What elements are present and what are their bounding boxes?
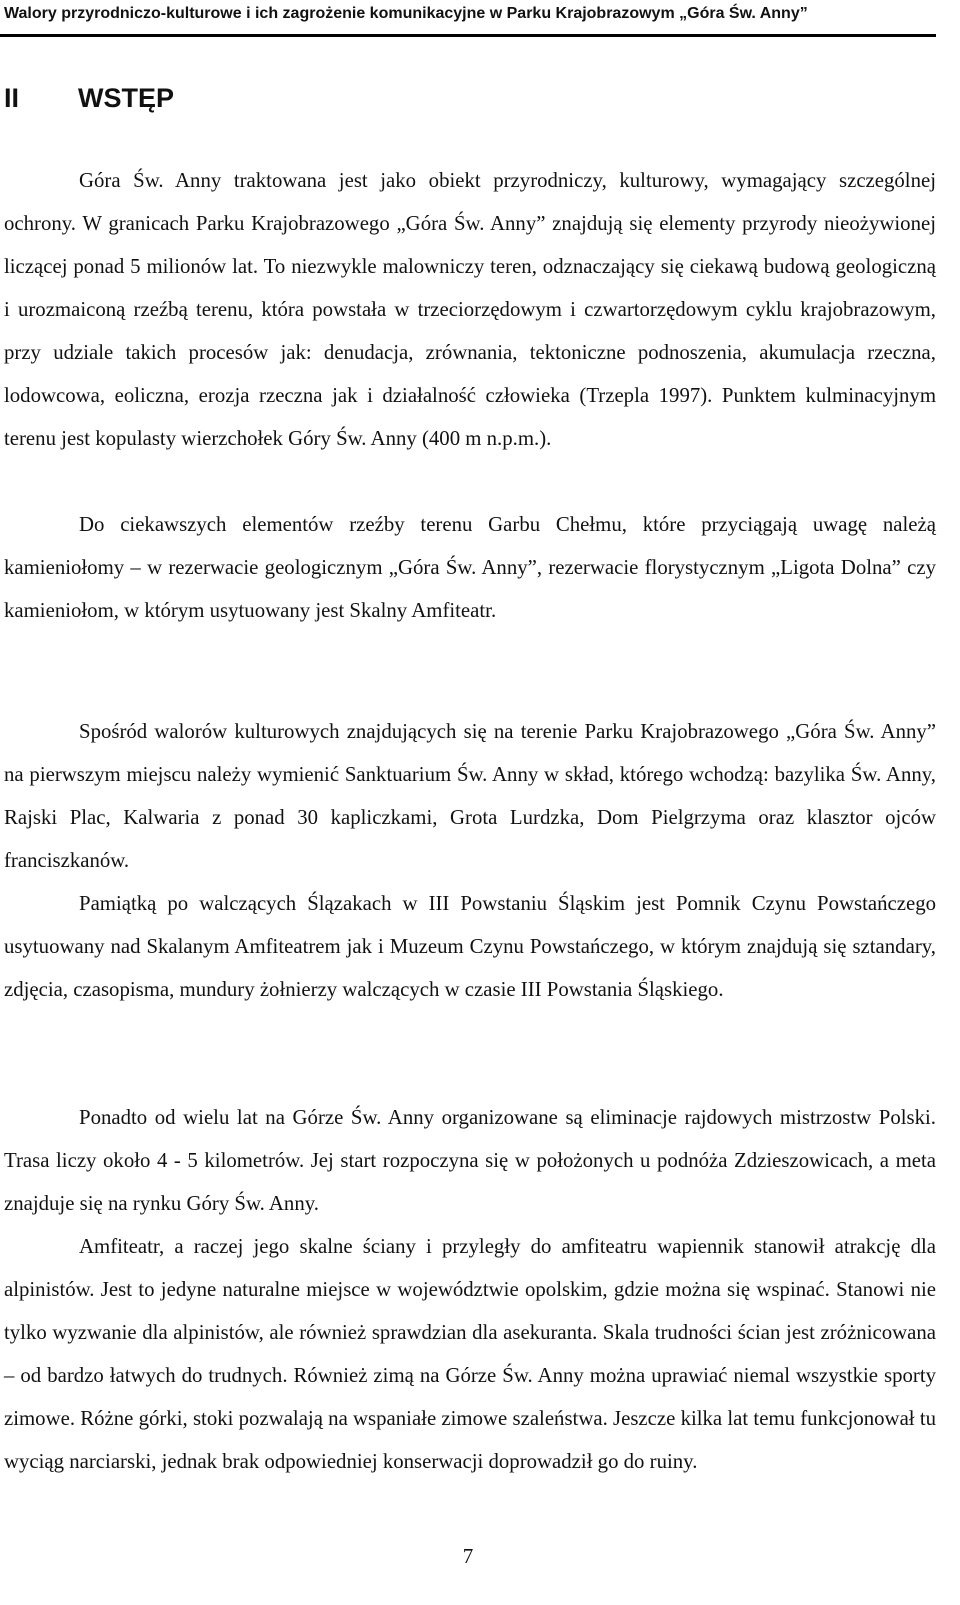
paragraph: Pamiątką po walczących Ślązakach w III Powstaniu Śląskim jest Pomnik Czynu Powstańczego usytuowany nad Skalanym Amfiteatrem jak i Muzeum Czynu Powstańczego, w którym znajdują się sztandary, zdjęcia, czasopisma, mundury żołnierzy walczących w czasie III Powstania Śląskiego. xyxy=(4,892,936,1001)
section-number: II xyxy=(4,83,20,113)
page-number: 7 xyxy=(462,1544,474,1568)
paragraph: Amfiteatr, a raczej jego skalne ściany i przyległy do amfiteatru wapiennik stanowił atrakcję dla alpinistów. Jest to jedyne naturalne miejsce w województwie opolskim, gdzie można się wspinać. Stanowi nie tylko wyzwanie dla alpinistów, ale również sprawdzian dla asekuranta. Skala trudności ścian jest zróżnicowana – od bardzo łatwych do trudnych. Również zimą na Górze Św. Anny można uprawiać niemal wszystkie sporty zimowe. Różne górki, stoki pozwalają na wspaniałe zimowe szaleństwa. Jeszcze kilka lat temu funkcjonował tu wyciąg narciarski, jednak brak odpowiedniej konserwacji doprowadził go do ruiny. xyxy=(4,1235,936,1473)
section-title: WSTĘP xyxy=(78,83,175,113)
running-header: Walory przyrodniczo-kulturowe i ich zagrożenie komunikacyjne w Parku Krajobrazowym „Góra Św. Anny” xyxy=(4,5,808,22)
header-divider xyxy=(0,34,936,37)
paragraph: Spośród walorów kulturowych znajdujących się na terenie Parku Krajobrazowego „Góra Św. Anny” na pierwszym miejscu należy wymienić Sanktuarium Św. Anny w skład, którego wchodzą: bazylika Św. Anny, Rajski Plac, Kalwaria z ponad 30 kapliczkami, Grota Lurdzka, Dom Pielgrzyma oraz klasztor ojców franciszkanów. xyxy=(4,720,936,872)
paragraph: Góra Św. Anny traktowana jest jako obiekt przyrodniczy, kulturowy, wymagający szczególnej ochrony. W granicach Parku Krajobrazowego „Góra Św. Anny” znajdują się elementy przyrody nieożywionej liczącej ponad 5 milionów lat. To niezwykle malowniczy teren, odznaczający się ciekawą budową geologiczną i urozmaiconą rzeźbą terenu, która powstała w trzeciorzędowym i czwartorzędowym cyklu krajobrazowym, przy udziale takich procesów jak: denudacja, zrównania, tektoniczne podnoszenia, akumulacja rzeczna, lodowcowa, eoliczna, erozja rzeczna jak i działalność człowieka (Trzepla 1997). Punktem kulminacyjnym terenu jest kopulasty wierzchołek Góry Św. Anny (400 m n.p.m.). xyxy=(4,169,936,450)
paragraph: Ponadto od wielu lat na Górze Św. Anny organizowane są eliminacje rajdowych mistrzostw Polski. Trasa liczy około 4 - 5 kilometrów. Jej start rozpoczyna się w położonych u podnóża Zdzieszowicach, a meta znajduje się na rynku Góry Św. Anny. xyxy=(4,1106,936,1215)
paragraph: Do ciekawszych elementów rzeźby terenu Garbu Chełmu, które przyciągają uwagę należą kamieniołomy – w rezerwacie geologicznym „Góra Św. Anny”, rezerwacie florystycznym „Ligota Dolna” czy kamieniołom, w którym usytuowany jest Skalny Amfiteatr. xyxy=(4,513,936,622)
section-heading xyxy=(4,80,174,116)
